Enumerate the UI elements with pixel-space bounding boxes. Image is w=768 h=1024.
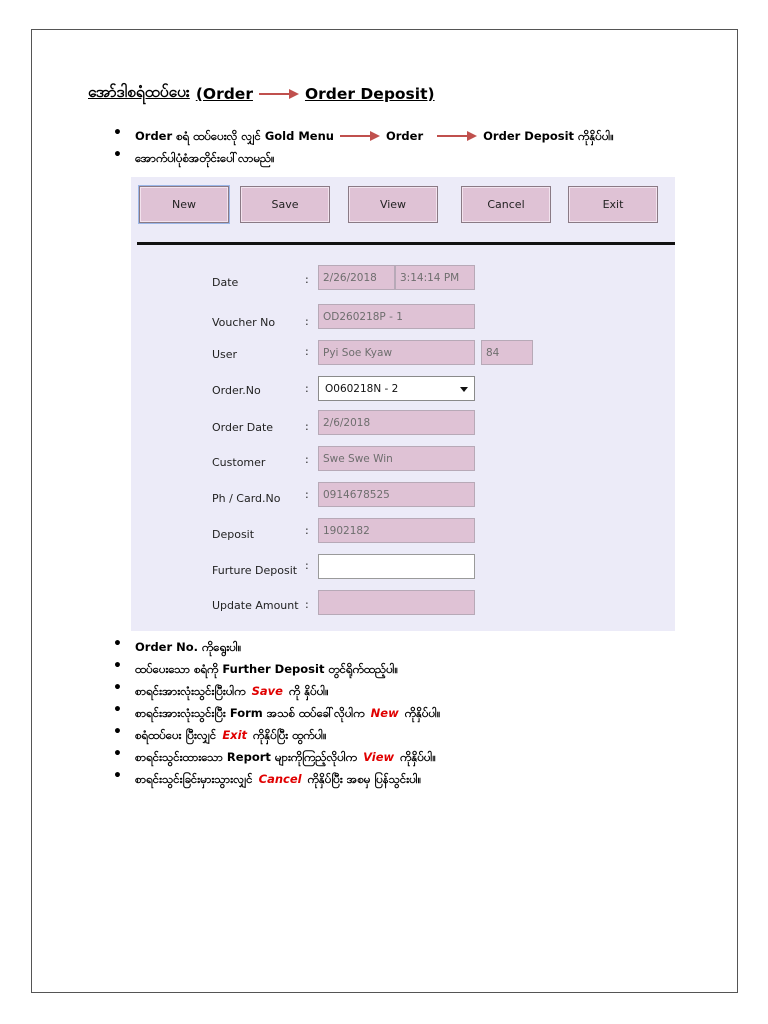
colon: : bbox=[305, 382, 309, 395]
colon: : bbox=[305, 315, 309, 328]
voucher-label: Voucher No bbox=[212, 316, 276, 329]
keyword-cancel: Cancel bbox=[258, 772, 302, 786]
colon: : bbox=[305, 420, 309, 433]
keyword-new: New bbox=[370, 706, 399, 720]
order-no-label: Order.No bbox=[212, 384, 261, 397]
phone-field[interactable]: 0914678525 bbox=[318, 482, 475, 507]
colon: : bbox=[305, 345, 309, 358]
order-no-select[interactable]: O060218N - 2 bbox=[318, 376, 475, 401]
order-deposit-form bbox=[131, 177, 675, 631]
heading-open: (Order bbox=[195, 84, 253, 103]
colon: : bbox=[305, 559, 309, 572]
phone-label: Ph / Card.No bbox=[212, 492, 281, 505]
colon: : bbox=[305, 524, 309, 537]
time-field[interactable]: 3:14:14 PM bbox=[395, 265, 475, 290]
order-date-label: Order Date bbox=[212, 421, 274, 434]
future-deposit-field[interactable] bbox=[318, 554, 475, 579]
customer-label: Customer bbox=[212, 456, 266, 469]
keyword-save: Save bbox=[251, 684, 283, 698]
list-item: • Order စရံ ထပ်ပေးလို လျှင် Gold Menu Order Order Deposit ကိုနှိပ်ပါ။ bbox=[113, 125, 614, 147]
save-button[interactable]: Save bbox=[240, 186, 330, 223]
list-item: • စာရင်းအားလုံးသွင်းပြီးပါက Save ကို နှိပ်ပါ။ bbox=[113, 680, 440, 702]
toolbar bbox=[131, 177, 675, 239]
arrow-right-icon bbox=[259, 88, 299, 100]
divider bbox=[137, 242, 675, 245]
user-label: User bbox=[212, 348, 238, 361]
keyword-view: View bbox=[363, 750, 395, 764]
heading-target: Order Deposit) bbox=[304, 84, 435, 103]
list-item: • စရံထပ်ပေး ပြီးလျှင် Exit ကိုနှိပ်ပြီး ထွက်ပါ။ bbox=[113, 724, 440, 746]
date-field[interactable]: 2/26/2018 bbox=[318, 265, 395, 290]
list-item: • အောက်ပါပုံစံအတိုင်းပေါ်လာမည်။ bbox=[113, 147, 614, 169]
instructions-top bbox=[113, 125, 614, 169]
list-item: • စာရင်းသွင်းခြင်းမှားသွားလျှင် Cancel ကိုနှိပ်ပြီး အစမှ ပြန်သွင်းပါ။ bbox=[113, 768, 440, 790]
update-amount-field[interactable] bbox=[318, 590, 475, 615]
arrow-right-icon bbox=[340, 130, 380, 142]
instructions-bottom bbox=[113, 636, 440, 790]
future-deposit-label: Furture Deposit bbox=[212, 564, 298, 577]
colon: : bbox=[305, 453, 309, 466]
deposit-label: Deposit bbox=[212, 528, 255, 541]
update-amount-label: Update Amount bbox=[212, 599, 299, 612]
view-button[interactable]: View bbox=[348, 186, 438, 223]
date-label: Date bbox=[212, 276, 239, 289]
exit-button[interactable]: Exit bbox=[568, 186, 658, 223]
arrow-right-icon bbox=[437, 130, 477, 142]
list-item: • ထပ်ပေးသော စရံကို Further Deposit တွင်ရိုက်ထည့်ပါ။ bbox=[113, 658, 440, 680]
deposit-field[interactable]: 1902182 bbox=[318, 518, 475, 543]
heading-myanmar: အော်ဒါစရံထပ်ပေး bbox=[88, 83, 190, 101]
user-field[interactable]: Pyi Soe Kyaw bbox=[318, 340, 475, 365]
keyword-exit: Exit bbox=[222, 728, 248, 742]
colon: : bbox=[305, 273, 309, 286]
list-item: • စာရင်းအားလုံးသွင်းပြီး Form အသစ် ထပ်ခေါ်လိုပါက New ကိုနှိပ်ပါ။ bbox=[113, 702, 440, 724]
colon: : bbox=[305, 488, 309, 501]
page-heading bbox=[88, 82, 435, 105]
user-id-field[interactable]: 84 bbox=[481, 340, 533, 365]
cancel-button[interactable]: Cancel bbox=[461, 186, 551, 223]
list-item: • စာရင်းသွင်းထားသော Report များကိုကြည့်လိုပါက View ကိုနှိပ်ပါ။ bbox=[113, 746, 440, 768]
order-date-field[interactable]: 2/6/2018 bbox=[318, 410, 475, 435]
chevron-down-icon[interactable] bbox=[460, 387, 468, 392]
colon: : bbox=[305, 598, 309, 611]
new-button[interactable]: New bbox=[139, 186, 229, 223]
customer-field[interactable]: Swe Swe Win bbox=[318, 446, 475, 471]
voucher-field[interactable]: OD260218P - 1 bbox=[318, 304, 475, 329]
list-item: • Order No. ကိုရွေးပါ။ bbox=[113, 636, 440, 658]
